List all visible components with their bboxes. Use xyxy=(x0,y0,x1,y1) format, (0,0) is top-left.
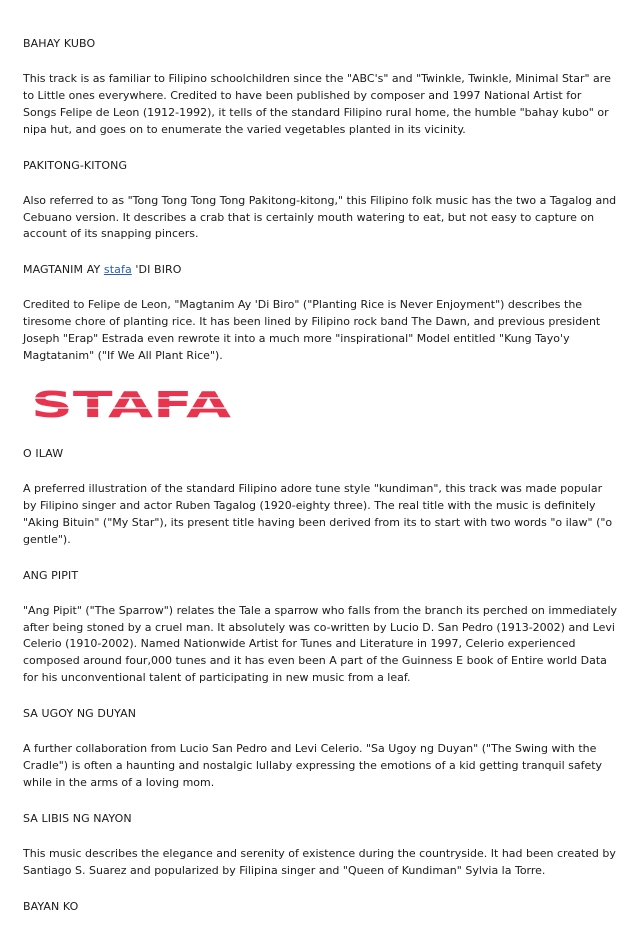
heading-text-before: MAGTANIM AY xyxy=(23,263,104,277)
section-body-sa-ugoy-ng-duyan: A further collaboration from Lucio San Pedro and Levi Celerio. "Sa Ugoy ng Duyan" ("The Swing with the Cradle") is often a haunting and nostalgic lullaby expressing the emotions of a kid getting tranquil safety while in the arms of a loving mom. xyxy=(23,742,603,789)
stafa-link[interactable]: stafa xyxy=(103,263,132,277)
section-heading-sa-ugoy-ng-duyan: SA UGOY NG DUYAN xyxy=(23,707,137,721)
section-heading-sa-libis-ng-nayon: SA LIBIS NG NAYON xyxy=(23,811,132,825)
section-body-bahay-kubo: This track is as familiar to Filipino schoolchildren since the "ABC's" and "Twinkle, Twinkle, Minimal Star" are to Little ones everywhere. Credited to have been published by composer and 1997 National Artist for Songs Felipe de Leon (1912-1992), it tells of the standard Filipino rural home, the humble "bahay kubo" or nipa hut, and goes on to enumerate the varied vegetables planted in its vicinity. xyxy=(23,72,611,136)
section-heading-ang-pipit: ANG PIPIT xyxy=(23,568,79,582)
stafa-logo-graphic xyxy=(28,384,234,424)
section-heading-bahay-kubo: BAHAY KUBO xyxy=(23,37,96,50)
section-heading-pakitong-kitong: PAKITONG-KITONG xyxy=(23,158,128,172)
section-body-ang-pipit: "Ang Pipit" ("The Sparrow") relates the Tale a sparrow who falls from the branch its perched on immediately after being stoned by a cruel man. It absolutely was co-written by Lucio D. San Pedro (1913-2002) and Levi Celerio (1910-2002). Named Nationwide Artist for Tunes and Literature in 1997, Celerio experienced composed around four,000 tunes and it has even been A part of the Guinness E book of Entire world Data for his unconventional talent of participating in new music from a leaf. xyxy=(23,603,618,685)
stafa-logo-text: STAFA xyxy=(31,384,232,424)
section-body-magtanim: Credited to Felipe de Leon, "Magtanim Ay 'Di Biro" ("Planting Rice is Never Enjoyment") describes the tiresome chore of planting rice. It has been lined by Filipino rock band The Dawn, and previous president Joseph "Erap" Estrada even rewrote it into a much more "inspirational" Model entitled "Kung Tayo'y Magtatanim" ("If We All Plant Rice"). xyxy=(23,298,601,363)
section-body-pakitong-kitong: Also referred to as "Tong Tong Tong Tong Pakitong-kitong," this Filipino folk music has the two a Tagalog and Cebuano version. It describes a crab that is certainly mouth watering to eat, but not easy to capture on account of its snapping pincers. xyxy=(23,193,617,241)
section-heading-bayan-ko: BAYAN KO xyxy=(23,899,79,913)
section-heading-magtanim xyxy=(23,262,618,278)
section-body-o-ilaw: A preferred illustration of the standard Filipino adore tune style "kundiman", this track was made popular by Filipino singer and actor Ruben Tagalog (1920-eighty three). The real title with the music is definitely "Aking Bituin" ("My Star"), its present title having been derived from its to start with two words "o ilaw" ("o gentle"). xyxy=(23,481,613,546)
stafa-logo xyxy=(28,384,618,424)
document-page xyxy=(23,36,618,934)
heading-text-after: 'DI BIRO xyxy=(131,263,182,277)
section-heading-o-ilaw: O ILAW xyxy=(23,446,64,460)
section-body-sa-libis-ng-nayon: This music describes the elegance and serenity of existence during the countryside. It had been created by Santiago S. Suarez and popularized by Filipina singer and "Queen of Kundiman" Sylvia la Torre. xyxy=(23,846,616,877)
